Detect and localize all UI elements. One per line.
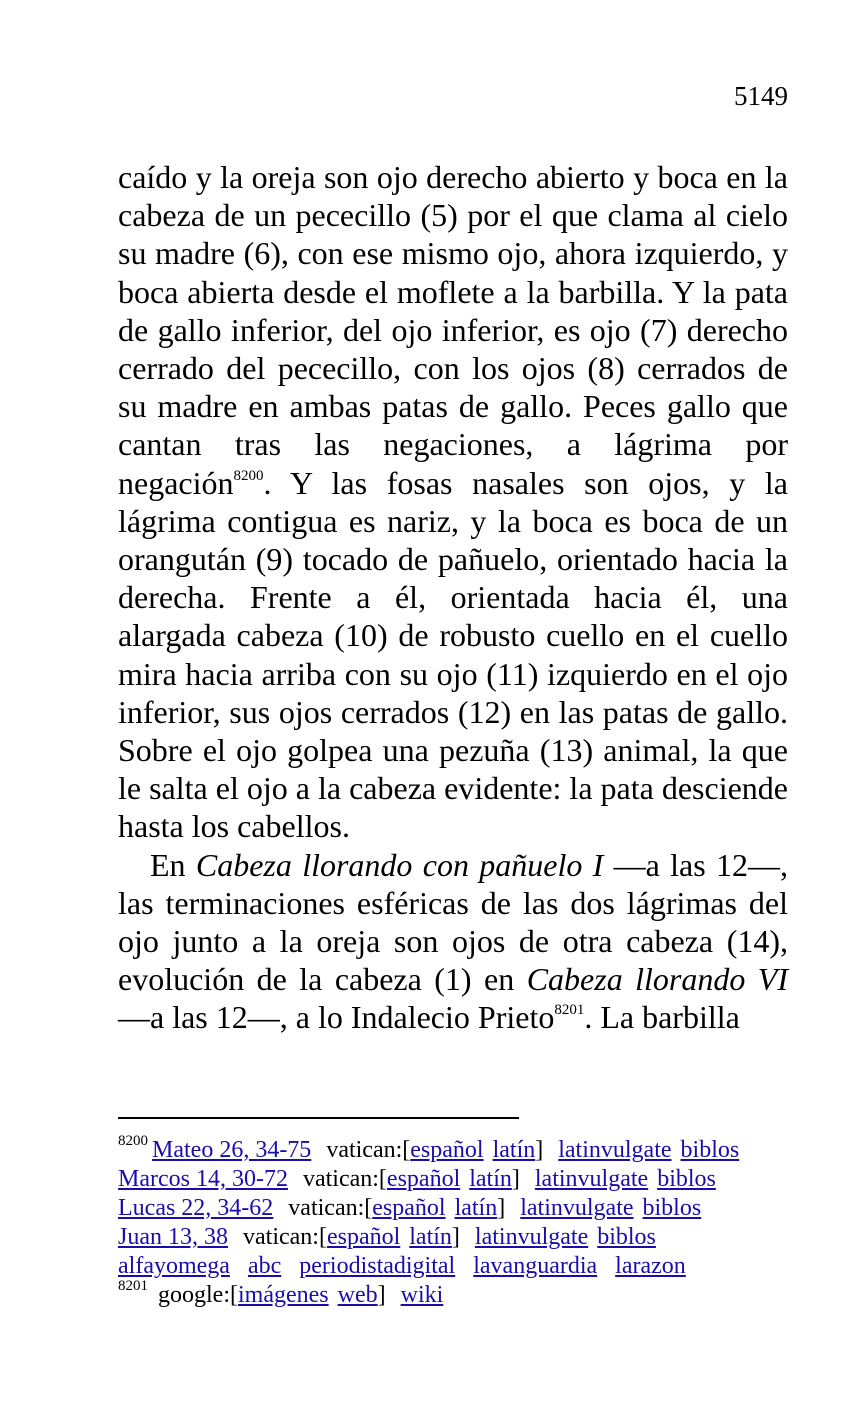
artwork-title-2: Cabeza llorando VI [526, 961, 789, 998]
footnotes [118, 1133, 798, 1310]
paragraph-1-text-b: . Y las fosas nasales son ojos, y la lágrima contigua es nariz, y la boca es boca de un orangután (9) tocado de pañuelo, orientado hacia la derecha. Frente a él, orientada hacia él, una alargada cabeza (10) de robusto cuello en el cuello mira hacia arriba con su ojo (11) izquierdo en el ojo inferior, sus ojos cerrados (12) en las patas de gallo. Sobre el ojo golpea una pezuña (13) animal, la que le salta el ojo a la cabeza evidente: la pata desciende hasta los cabellos. [118, 464, 788, 845]
link-biblos[interactable]: biblos [642, 1195, 702, 1221]
link-periodistadigital[interactable]: periodistadigital [299, 1253, 456, 1279]
link-espanol[interactable]: español [326, 1224, 401, 1250]
link-latin[interactable]: latín [469, 1166, 512, 1192]
link-lucas[interactable]: Lucas 22, 34-62 [118, 1195, 274, 1221]
paragraph-1-text-a: caído y la oreja son ojo derecho abierto y boca en la cabeza de un pececillo (5) por el que clama al cielo su madre (6), con ese mismo ojo, ahora izquierdo, y boca abierta desde el moflete a la barbilla. Y la pata de gallo inferior, del ojo inferior, es ojo (7) derecho cerrado del pececillo, con los ojos (8) cerrados de su madre en ambas patas de gallo. Peces gallo que cantan tras las negaciones, a lágrima por negación [118, 159, 788, 501]
link-alfayomega[interactable]: alfayomega [118, 1253, 230, 1279]
vatican-close: ] [451, 1224, 460, 1250]
link-espanol[interactable]: español [386, 1166, 461, 1192]
footnote-8200-line-4 [118, 1223, 798, 1252]
link-larazon[interactable]: larazon [615, 1253, 686, 1279]
vatican-label: vatican:[ [326, 1137, 411, 1163]
paragraph-2-text-d: . La barbilla [584, 999, 740, 1036]
paragraph-1 [118, 158, 788, 846]
link-biblos[interactable]: biblos [680, 1137, 740, 1163]
link-lavanguardia[interactable]: lavanguardia [473, 1253, 598, 1279]
link-espanol[interactable]: español [410, 1137, 484, 1163]
vatican-label: vatican:[ [243, 1224, 327, 1250]
artwork-title-1: Cabeza llorando con pañuelo I [195, 846, 604, 883]
link-juan[interactable]: Juan 13, 38 [118, 1224, 228, 1250]
google-label: google:[ [158, 1282, 238, 1308]
vatican-close: ] [535, 1137, 544, 1163]
footnote-mark-8200: 8200 [118, 1133, 148, 1149]
footnote-ref-8200[interactable]: 8200 [233, 467, 264, 484]
paragraph-2-text-a: En [150, 846, 196, 883]
link-latin[interactable]: latín [409, 1224, 452, 1250]
vatican-close: ] [511, 1166, 520, 1192]
google-close: ] [377, 1282, 386, 1308]
vatican-label: vatican:[ [302, 1166, 387, 1192]
link-latinvulgate[interactable]: latinvulgate [558, 1137, 672, 1163]
link-latin[interactable]: latín [492, 1137, 536, 1163]
paragraph-2 [118, 846, 788, 1037]
link-espanol[interactable]: español [372, 1195, 446, 1221]
link-web[interactable]: web [337, 1282, 378, 1308]
body-text [118, 158, 788, 1037]
link-wiki[interactable]: wiki [400, 1282, 444, 1308]
footnote-8200-line-1 [118, 1133, 798, 1165]
link-imagenes[interactable]: imágenes [237, 1282, 329, 1308]
footnote-8201-line-1 [118, 1278, 798, 1310]
link-mateo[interactable]: Mateo 26, 34-75 [152, 1137, 312, 1163]
footnote-ref-8201[interactable]: 8201 [554, 1002, 585, 1019]
vatican-close: ] [497, 1195, 506, 1221]
footnote-mark-8201: 8201 [118, 1278, 148, 1294]
link-latin[interactable]: latín [454, 1195, 498, 1221]
footnote-divider [118, 1117, 519, 1119]
link-biblos[interactable]: biblos [597, 1224, 656, 1250]
footnote-8200-line-5 [118, 1252, 798, 1281]
paragraph-2-text-b: —a las 12—, las terminaciones esféricas de las dos lágrimas del ojo junto a la oreja son ojos de otra cabeza (14), evolución de la cabeza (1) en [118, 846, 789, 998]
link-latinvulgate[interactable]: latinvulgate [520, 1195, 634, 1221]
footnote-8200-line-2 [118, 1165, 798, 1194]
link-abc[interactable]: abc [247, 1253, 282, 1279]
link-latinvulgate[interactable]: latinvulgate [534, 1166, 649, 1192]
link-latinvulgate[interactable]: latinvulgate [474, 1224, 589, 1250]
link-biblos[interactable]: biblos [657, 1166, 716, 1192]
paragraph-2-text-c: —a las 12—, a lo Indalecio Prieto [118, 999, 555, 1036]
page-number: 5149 [734, 81, 788, 111]
vatican-label: vatican:[ [288, 1195, 373, 1221]
footnote-8200-line-3 [118, 1194, 798, 1223]
link-marcos[interactable]: Marcos 14, 30-72 [118, 1166, 288, 1192]
